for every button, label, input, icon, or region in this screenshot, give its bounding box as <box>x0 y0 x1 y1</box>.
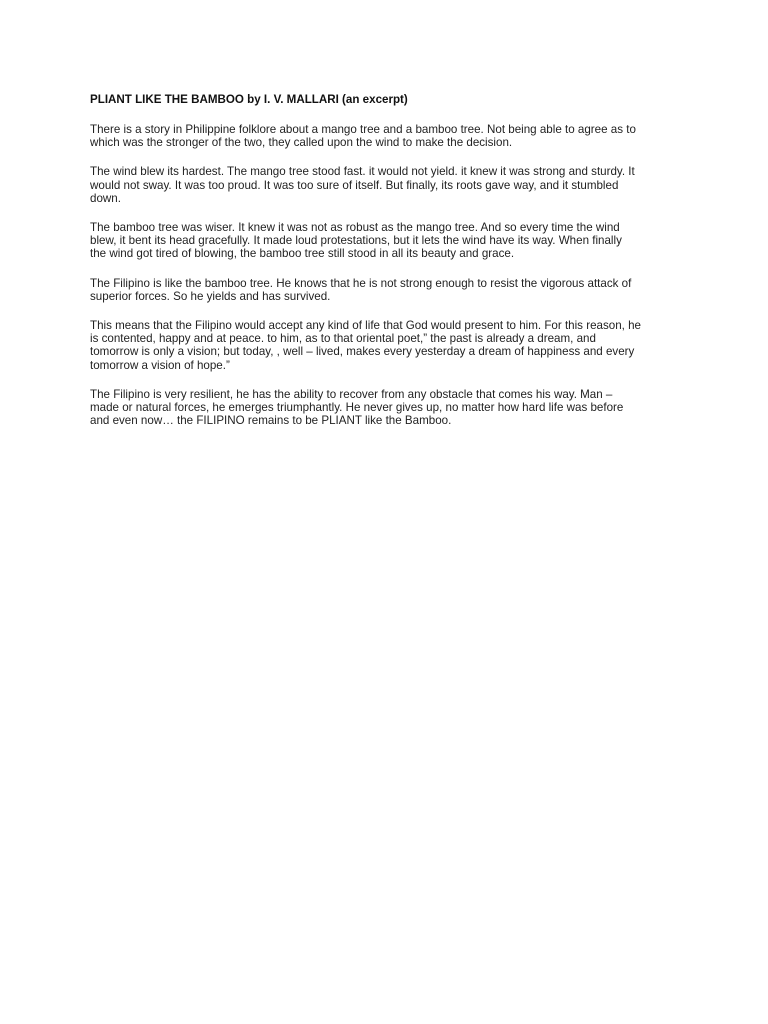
paragraph-line: the wind got tired of blowing, the bamboo tree still stood in all its beauty and grace. <box>90 247 515 261</box>
paragraph-line: blew, it bent its head gracefully. It made loud protestations, but it lets the wind have its way. When finally <box>90 234 622 248</box>
paragraph-line: This means that the Filipino would accept any kind of life that God would present to him. For this reason, he <box>90 319 641 333</box>
paragraph-6 <box>90 388 690 428</box>
paragraph-line: The Filipino is very resilient, he has the ability to recover from any obstacle that comes his way. Man – <box>90 387 613 401</box>
document-title: PLIANT LIKE THE BAMBOO by I. V. MALLARI (an excerpt) <box>90 93 408 106</box>
document-page <box>90 93 690 443</box>
paragraph-line: and even now… the FILIPINO remains to be PLIANT like the Bamboo. <box>90 414 452 428</box>
paragraph-line: tomorrow is only a vision; but today, , well – lived, makes every yesterday a dream of happiness and every <box>90 345 635 359</box>
paragraph-line: down. <box>90 191 121 205</box>
paragraph-2 <box>90 165 690 205</box>
paragraph-line: The Filipino is like the bamboo tree. He knows that he is not strong enough to resist the vigorous attack of <box>90 276 632 290</box>
paragraph-line: The bamboo tree was wiser. It knew it was not as robust as the mango tree. And so every time the wind <box>90 221 620 235</box>
paragraph-line: superior forces. So he yields and has survived. <box>90 289 331 303</box>
paragraph-line: is contented, happy and at peace. to him, as to that oriental poet,” the past is already a dream, and <box>90 332 596 346</box>
paragraph-line: There is a story in Philippine folklore about a mango tree and a bamboo tree. Not being able to agree as to <box>90 123 636 136</box>
paragraph-5 <box>90 319 690 372</box>
paragraph-4 <box>90 277 690 303</box>
paragraph-1 <box>90 123 690 149</box>
paragraph-3 <box>90 221 690 261</box>
paragraph-line: would not sway. It was too proud. It was too sure of itself. But finally, its roots gave way, and it stumbled <box>90 178 619 192</box>
paragraph-line: The wind blew its hardest. The mango tree stood fast. it would not yield. it knew it was strong and sturdy. It <box>90 165 635 179</box>
paragraph-line: tomorrow a vision of hope.” <box>90 358 230 372</box>
paragraph-line: made or natural forces, he emerges triumphantly. He never gives up, no matter how hard life was before <box>90 401 624 415</box>
paragraph-line: which was the stronger of the two, they called upon the wind to make the decision. <box>90 136 513 150</box>
